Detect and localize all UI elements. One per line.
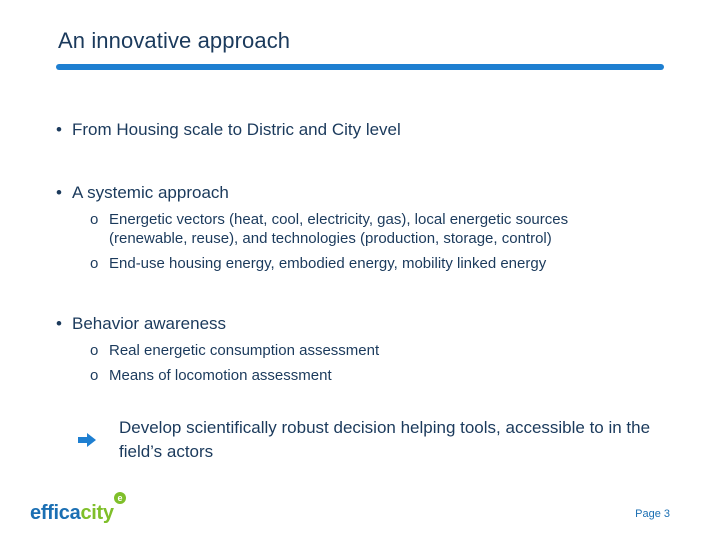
- bullet-item: [56, 120, 401, 140]
- bullet-marker: •: [56, 314, 62, 333]
- logo-wordmark: [30, 502, 114, 525]
- bullet-marker: •: [56, 183, 62, 202]
- sub-bullet-item: [90, 366, 332, 385]
- sub-bullet-marker: o: [90, 255, 99, 272]
- sub-bullet-text: End-use housing energy, embodied energy, mobility linked energy: [109, 255, 547, 272]
- logo-text-part2: city: [80, 502, 114, 524]
- sub-bullet-marker: o: [90, 342, 99, 359]
- sub-bullet-marker: o: [90, 211, 99, 228]
- bullet-item: [56, 183, 229, 203]
- title-underline: [56, 64, 664, 70]
- sub-bullet-marker: o: [90, 367, 99, 384]
- bullet-text: From Housing scale to Distric and City level: [72, 120, 401, 139]
- efficacity-logo: [30, 492, 130, 528]
- sub-bullet-item: [90, 210, 619, 248]
- bullet-text: Behavior awareness: [72, 314, 227, 333]
- sub-bullet-item: [90, 341, 379, 360]
- conclusion-text: Develop scientifically robust decision helping tools, accessible to in the field’s actors: [119, 418, 651, 461]
- bullet-marker: •: [56, 120, 62, 139]
- right-arrow-icon: [78, 433, 96, 447]
- bullet-item: [56, 314, 226, 334]
- sub-bullet-text: Energetic vectors (heat, cool, electricity, gas), local energetic sources (renewable, reuse), and technologies (production, storage, control): [109, 211, 569, 247]
- sub-bullet-item: [90, 254, 546, 273]
- page-number: Page 3: [635, 508, 670, 520]
- bullet-text: A systemic approach: [72, 183, 229, 202]
- logo-text-part1: effica: [30, 502, 81, 524]
- sub-bullet-text: Real energetic consumption assessment: [109, 342, 380, 359]
- slide-title: An innovative approach: [58, 28, 291, 53]
- sub-bullet-text: Means of locomotion assessment: [109, 367, 332, 384]
- logo-badge-icon: e: [114, 492, 126, 504]
